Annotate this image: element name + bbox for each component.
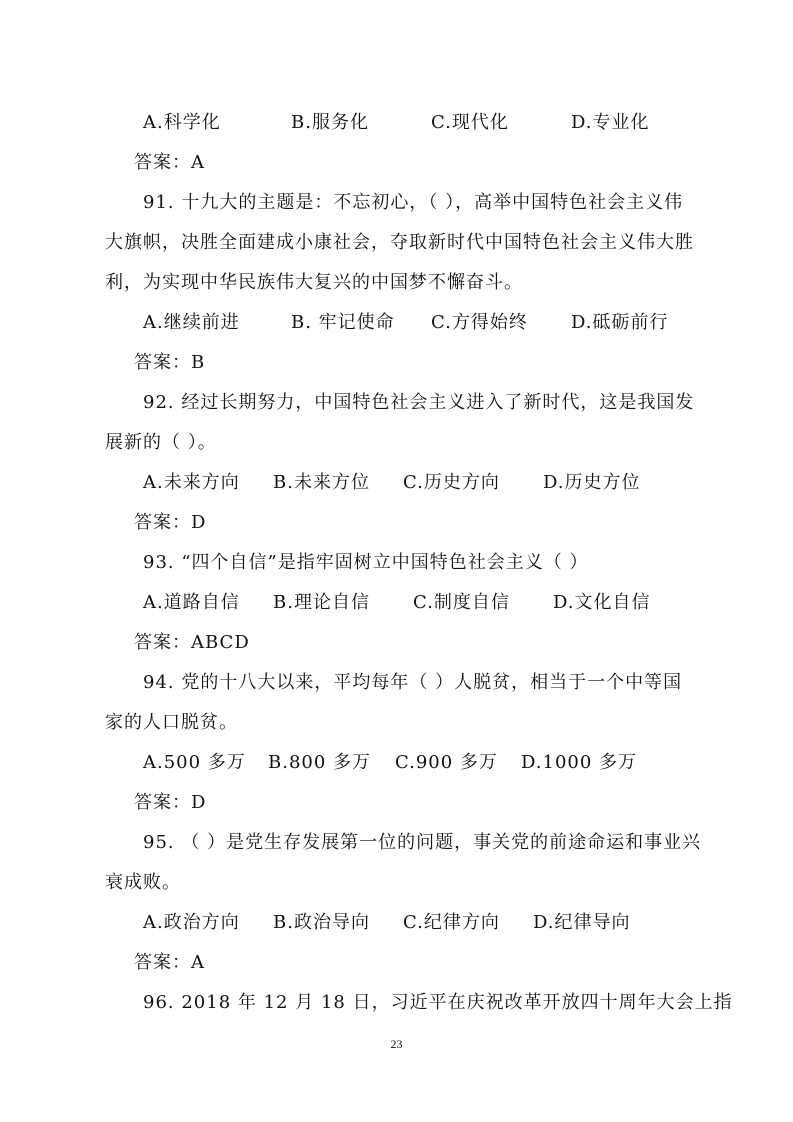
option-b: B.未来方位: [273, 472, 370, 493]
question-line: 95. （ ）是党生存发展第一位的问题，事关党的前途命运和事业兴: [143, 832, 702, 853]
question-line: 93. “四个自信”是指牢固树立中国特色社会主义（ ）: [143, 552, 589, 573]
option-b: B.800 多万: [268, 752, 372, 773]
option-c: C.现代化: [431, 112, 509, 133]
question-line: 家的人口脱贫。: [105, 712, 238, 733]
option-a: A.继续前进: [143, 312, 240, 333]
option-b: B. 牢记使命: [291, 312, 395, 333]
question-line: 91. 十九大的主题是：不忘初心，（ ），高举中国特色社会主义伟: [143, 192, 684, 213]
answer-line: 答案：A: [134, 152, 205, 173]
answer-line: 答案：A: [134, 952, 205, 973]
option-a: A.道路自信: [143, 592, 240, 613]
question-line: 衰成败。: [105, 872, 181, 893]
option-d: D.砥砺前行: [571, 312, 669, 333]
option-a: A.政治方向: [143, 912, 240, 933]
option-d: D.纪律导向: [533, 912, 631, 933]
option-a: A.500 多万: [143, 752, 246, 773]
answer-line: 答案：D: [134, 792, 207, 813]
option-a: A.科学化: [143, 112, 221, 133]
option-c: C.900 多万: [395, 752, 498, 773]
option-a: A.未来方向: [143, 472, 240, 493]
option-b: B.理论自信: [273, 592, 370, 613]
option-c: C.方得始终: [431, 312, 528, 333]
option-b: B.服务化: [291, 112, 369, 133]
option-d: D.历史方位: [543, 472, 641, 493]
answer-line: 答案：ABCD: [134, 632, 250, 653]
question-line: 利，为实现中华民族伟大复兴的中国梦不懈奋斗。: [105, 272, 523, 293]
answer-line: 答案：B: [134, 352, 206, 373]
question-line: 96. 2018 年 12 月 18 日，习近平在庆祝改革开放四十周年大会上指: [143, 992, 733, 1013]
option-d: D.专业化: [571, 112, 650, 133]
option-c: C.历史方向: [403, 472, 500, 493]
answer-line: 答案：D: [134, 512, 207, 533]
option-d: D.1000 多万: [521, 752, 638, 773]
option-b: B.政治导向: [273, 912, 370, 933]
question-line: 92. 经过长期努力，中国特色社会主义进入了新时代，这是我国发: [143, 392, 695, 413]
question-line: 展新的（ ）。: [105, 432, 217, 453]
question-line: 94. 党的十八大以来，平均每年（ ）人脱贫，相当于一个中等国: [143, 672, 683, 693]
page-number: 23: [390, 1037, 403, 1051]
option-c: C.纪律方向: [403, 912, 500, 933]
option-c: C.制度自信: [413, 592, 510, 613]
option-d: D.文化自信: [553, 592, 651, 613]
question-line: 大旗帜，决胜全面建成小康社会，夺取新时代中国特色社会主义伟大胜: [105, 232, 694, 253]
